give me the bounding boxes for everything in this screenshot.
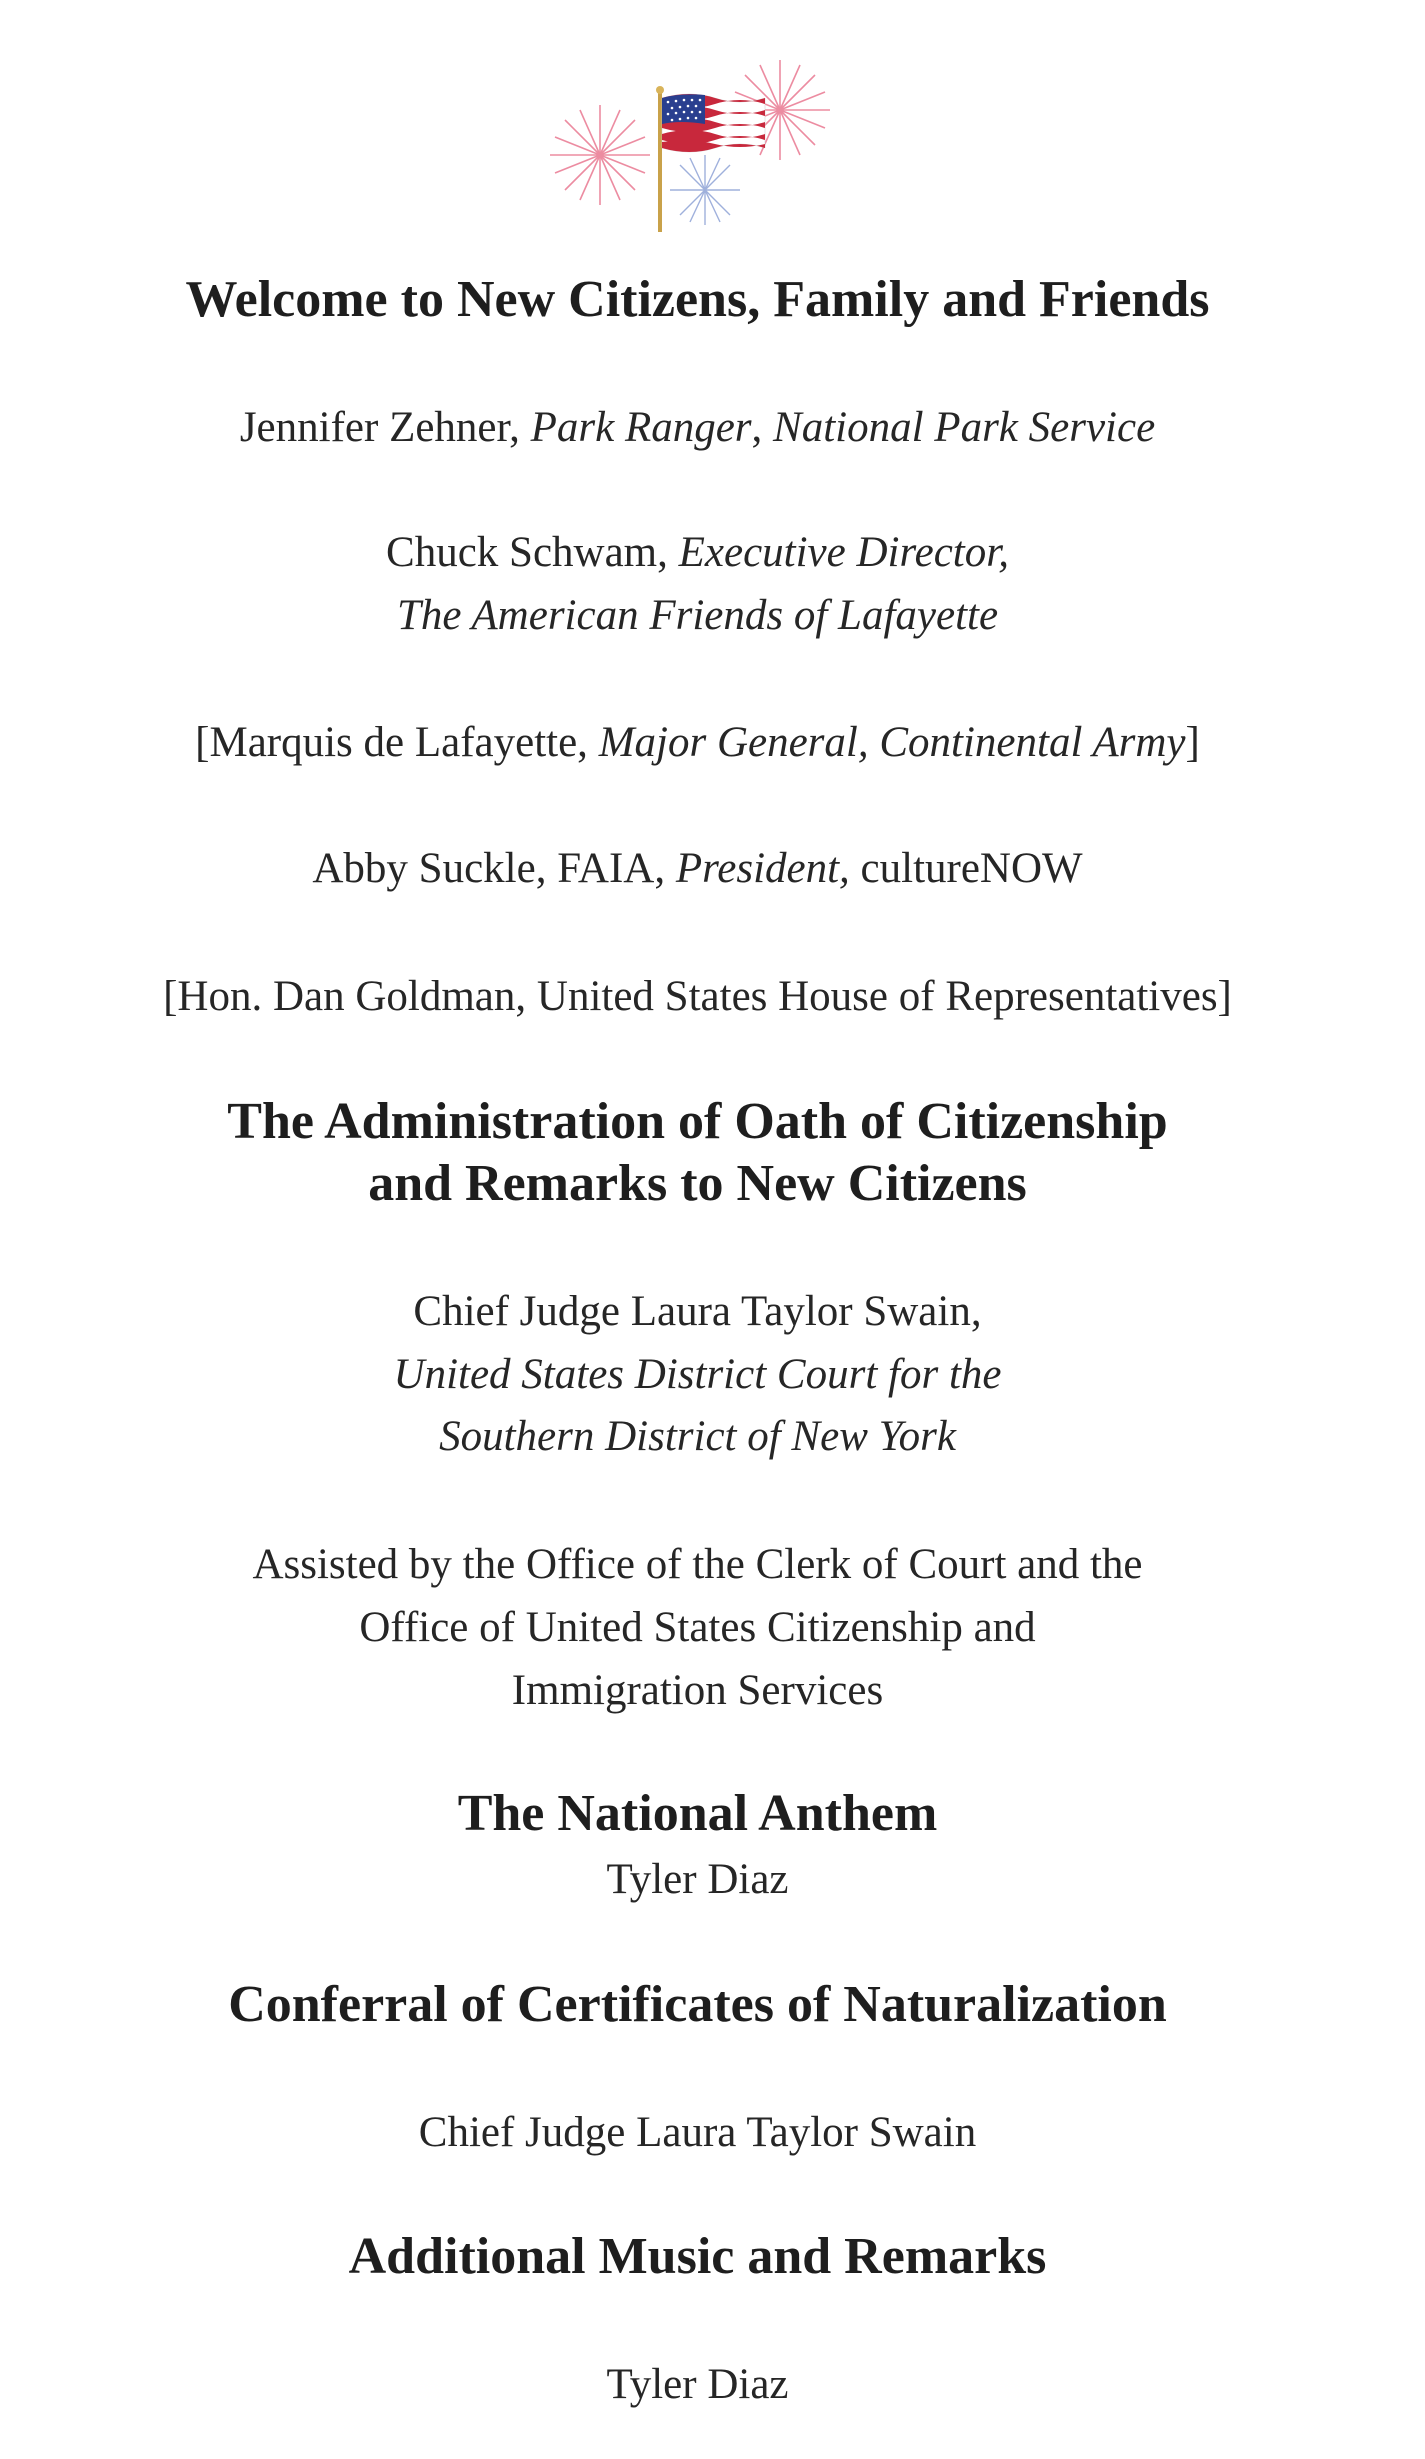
oath-assist-line2: Office of United States Citizenship and — [359, 1604, 1036, 1651]
american-flag-fireworks-icon — [540, 40, 860, 240]
anthem-heading: The National Anthem — [457, 1785, 938, 1842]
speaker-title: Park Ranger — [530, 404, 752, 451]
oath-assist-line1: Assisted by the Office of the Clerk of Court and the — [252, 1541, 1143, 1588]
oath-heading-line1: The Administration of Oath of Citizenship — [227, 1093, 1168, 1150]
oath-court-line2: Southern District of New York — [439, 1413, 956, 1460]
separator: , — [751, 404, 774, 451]
firework-left-icon — [550, 105, 650, 205]
speaker-title: Executive Director, — [678, 529, 1009, 576]
speaker-name: Chuck Schwam, — [386, 529, 679, 576]
oath-heading-line2: and Remarks to New Citizens — [368, 1155, 1027, 1212]
speaker-title: Major General, Continental Army — [598, 719, 1186, 766]
bracket-close: ] — [1185, 719, 1200, 766]
speaker-name: Abby Suckle, FAIA, — [312, 845, 676, 892]
conferral-heading: Conferral of Certificates of Naturalization — [228, 1976, 1167, 2033]
speaker-name: [Marquis de Lafayette, — [195, 719, 599, 766]
conferral-presenter: Chief Judge Laura Taylor Swain — [418, 2109, 977, 2156]
speaker-schwam-org: The American Friends of Lafayette — [396, 592, 999, 639]
speaker-zehner — [0, 403, 1395, 452]
music-performer: Tyler Diaz — [606, 2361, 789, 2408]
speaker-lafayette — [0, 718, 1395, 767]
flag-pole — [658, 92, 662, 232]
speaker-title: President, — [675, 845, 850, 892]
anthem-performer: Tyler Diaz — [606, 1856, 789, 1903]
welcome-heading: Welcome to New Citizens, Family and Friends — [185, 271, 1210, 328]
speaker-schwam — [0, 528, 1395, 577]
oath-court-line1: United States District Court for the — [393, 1351, 1002, 1398]
music-heading: Additional Music and Remarks — [348, 2228, 1047, 2285]
oath-judge: Chief Judge Laura Taylor Swain, — [413, 1288, 982, 1335]
speaker-goldman: [Hon. Dan Goldman, United States House of Representatives] — [163, 973, 1232, 1020]
oath-assist-line3: Immigration Services — [511, 1667, 884, 1714]
speaker-suckle — [0, 844, 1395, 893]
speaker-name: Jennifer Zehner, — [239, 404, 531, 451]
firework-center-icon — [670, 155, 740, 225]
speaker-org: National Park Service — [773, 404, 1156, 451]
us-flag-icon — [662, 94, 765, 152]
speaker-org: cultureNOW — [849, 845, 1083, 892]
